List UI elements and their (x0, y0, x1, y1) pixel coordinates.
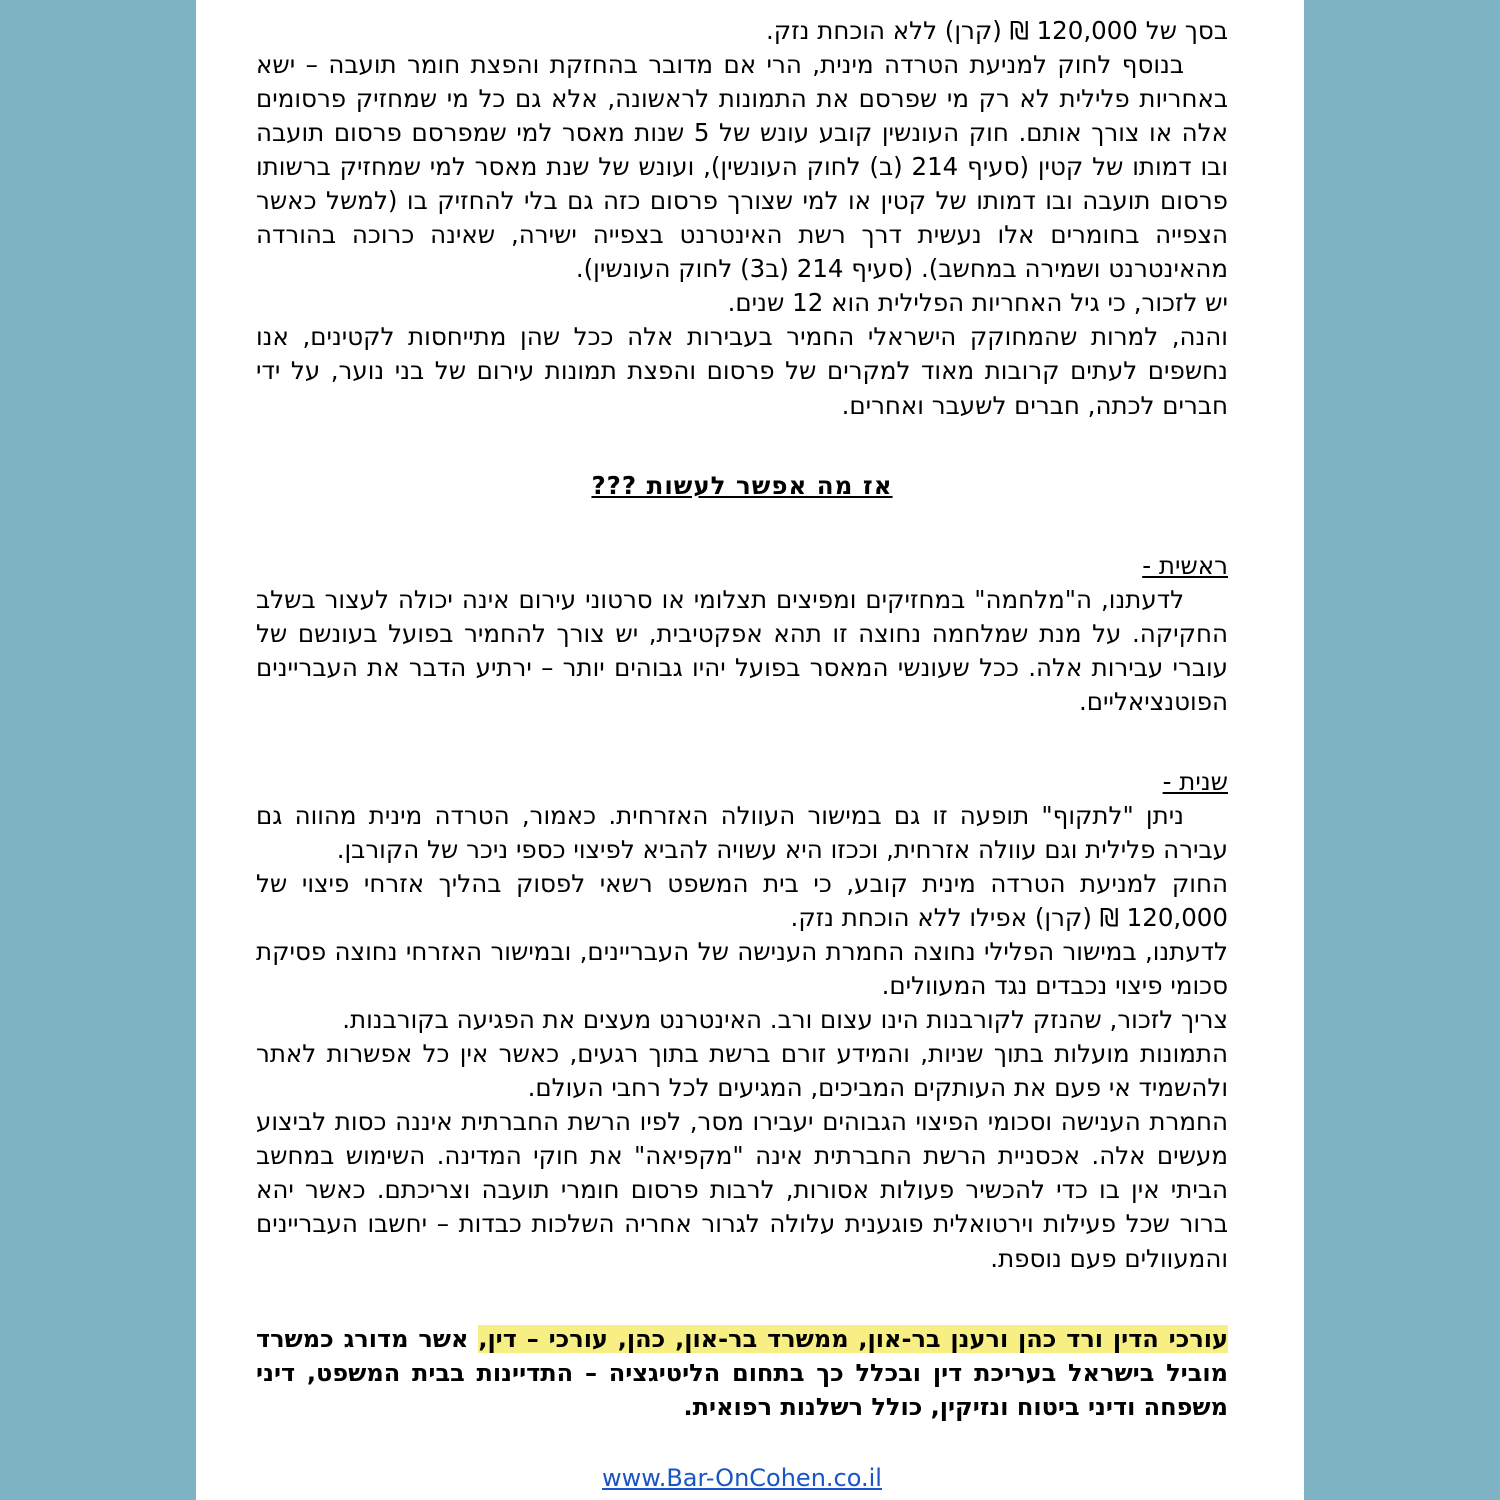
paragraph: החוק למניעת הטרדה מינית קובע, כי בית המשפט רשאי לפסוק בהליך אזרחי פיצוי של 120,000 ₪ (קרן) אפילו ללא הוכחת נזק. (256, 868, 1228, 933)
spacer (256, 1276, 1228, 1322)
paragraph: התמונות מועלות בתוך שניות, והמידע זורם ברשת בתוך רגעים, כאשר אין כל אפשרות לאתר ולהשמיד אי פעם את העותקים המביכים, המגיעים לכל רחבי העולם. (256, 1039, 1228, 1103)
subsection-label-first: ראשית - (1142, 550, 1228, 580)
spacer (256, 423, 1228, 469)
paragraph: יש לזכור, כי גיל האחריות הפלילית הוא 12 שנים. (727, 288, 1228, 318)
signature-block (256, 1322, 1228, 1424)
paragraph: לדעתנו, במישור הפלילי נחוצה החמרת הענישה של העבריינים, ובמישור האזרחי נחוצה פסיקת סכומי פיצוי נכבדים נגד המעוולים. (256, 937, 1228, 1001)
section-heading: אז מה אפשר לעשות ??? (591, 470, 893, 500)
paragraph: והנה, למרות שהמחוקק הישראלי החמיר בעבירות אלה ככל שהן מתייחסות לקטינים, אנו נחשפים לעתים קרובות מאוד למקרים של פרסום והפצת תמונות עירום של בני נוער, על ידי חברים לכתה, חברים לשעבר ואחרים. (256, 322, 1228, 420)
paragraph: ניתן "לתקוף" תופעה זו גם במישור העוולה האזרחית. כאמור, הטרדה מינית מהווה גם עבירה פלילית וגם עוולה אזרחית, וככזו היא עשויה להביא לפיצוי כספי ניכר של הקורבן. (256, 800, 1228, 864)
paragraph: בסך של 120,000 ₪ (קרן) ללא הוכחת נזק. (765, 16, 1228, 45)
paragraph: החמרת הענישה וסכומי הפיצוי הגבוהים יעבירו מסר, לפיו הרשת החברתית איננה כסות לביצוע מעשים אלה. אכסניית הרשת החברתית אינה "מקפיאה" את חוקי המדינה. השימוש במחשב הביתי אין בו כדי להכשיר פעולות אסורות, לרבות פרסום חומרי תועבה וצריכתם. כאשר יהא ברור שכל פעילות וירטואלית פוגענית עלולה לגרור אחריה השלכות כבדות – יחשבו העבריינים והמעוולים פעם נוספת. (256, 1107, 1228, 1273)
spacer (256, 719, 1228, 765)
paragraph: לדעתנו, ה"מלחמה" במחזיקים ומפיצים תצלומי או סרטוני עירום אינה יכולה לעצור בשלב החקיקה. על מנת שמלחמה נחוצה זו תהא אפקטיבית, יש צורך להחמיר בפועל בעונשם של עוברי עבירות אלה. ככל שעונשי המאסר בפועל יהיו גבוהים יותר – ירתיע הדבר את העבריינים הפוטנציאליים. (256, 584, 1228, 716)
website-link[interactable]: www.Bar-OnCohen.co.il (602, 1463, 882, 1492)
signature-rest: אשר מדורג כמשרד מוביל בישראל בעריכת דין ובכלל כך בתחום הליטיגציה – התדיינות בבית המשפט, דיני משפחה ודיני ביטוח ונזיקין, כולל רשלנות רפואית. (256, 1324, 1228, 1421)
website-row (256, 1464, 1228, 1492)
subsection-label-second: שנית - (1162, 766, 1228, 796)
document-body (256, 14, 1228, 1492)
document-page (196, 0, 1304, 1500)
spacer (256, 503, 1228, 549)
signature-highlight: עורכי הדין ורד כהן ורענן בר-און, ממשרד בר-און, כהן, עורכי – דין, (478, 1324, 1228, 1353)
paragraph: צריך לזכור, שהנזק לקורבנות הינו עצום ורב. האינטרנט מעצים את הפגיעה בקורבנות. (342, 1005, 1228, 1035)
paragraph: בנוסף לחוק למניעת הטרדה מינית, הרי אם מדובר בהחזקת והפצת חומר תועבה – ישא באחריות פלילית לא רק מי שפרסם את התמונות לראשונה, אלא גם כל מי שמחזיק פרסומים אלה או צורך אותם. חוק העונשין קובע עונש של 5 שנות מאסר למי שמפרסם פרסום תועבה ובו דמותו של קטין (סעיף 214 (ב) לחוק העונשין), ועונש של שנת מאסר למי שמחזיק ברשותו פרסום תועבה ובו דמותו של קטין או למי שצורך פרסום כזה גם בלי להחזיק בו (למשל כאשר הצפייה בחומרים אלו נעשית דרך רשת האינטרנט בצפייה ישירה, שאינה כרוכה בהורדה מהאינטרנט ושמירה במחשב). (סעיף 214 (ב3) לחוק העונשין). (256, 50, 1228, 284)
